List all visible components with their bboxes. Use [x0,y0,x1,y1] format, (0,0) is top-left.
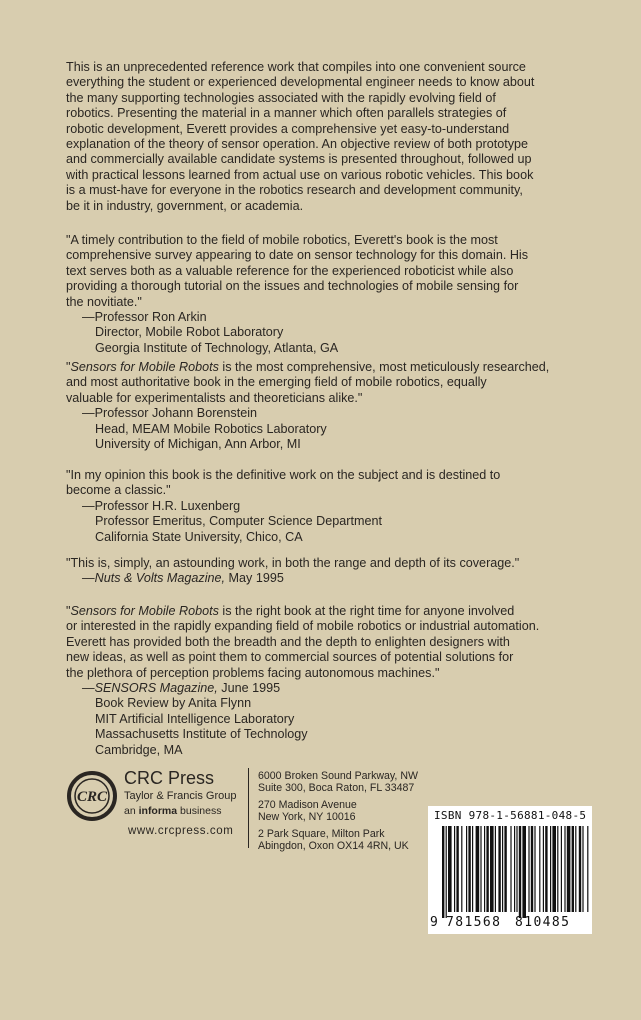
quote-line: new ideas, as well as point them to commercial sources of potential solutions for [66,650,514,665]
address-line: 270 Madison Avenue [258,798,357,811]
barcode-bar [476,826,480,912]
barcode-bar [552,826,556,912]
barcode-bar [531,826,533,912]
quote-date: June 1995 [217,681,281,696]
barcode-bar [442,826,444,918]
barcode-bar [572,826,574,912]
quote-line: become a classic." [66,483,171,498]
quote-author-org: California State University, Chico, CA [95,529,303,544]
barcode-bar [456,826,458,912]
barcode-bar [468,826,470,912]
barcode-bar [543,826,544,912]
quote-line: valuable for experimentalists and theoreticians alike." [66,390,363,405]
quote-line: the plethora of perception problems facing autonomous machines." [66,665,440,680]
publisher-name: CRC Press [124,768,215,788]
publisher-divider [248,768,249,848]
address-line: 2 Park Square, Milton Park [258,827,385,840]
quote-author-title: Professor Emeritus, Computer Science Department [95,514,382,529]
quote-line: text serves both as a valuable reference for the experienced roboticist while also [66,263,514,278]
barcode-bar [561,826,562,912]
quote-line: "This is, simply, an astounding work, in both the range and depth of its coverage." [66,556,520,570]
barcode-bar [486,826,488,912]
description-line: with practical lessons learned from actual use on various robotic vehicles. This book [66,167,534,182]
testimonial-borenstein [66,360,586,452]
barcode-bar [587,826,588,912]
quote-author-title: Director, Mobile Robot Laboratory [95,325,284,340]
description-line: This is an unprecedented reference work that compiles into one convenient source [66,60,526,74]
publisher-addresses [258,770,418,852]
magazine-name: —SENSORS Magazine, [82,681,218,696]
description-line: robotic development, Everett provides a comprehensive yet easy-to-understand [66,121,510,136]
review-author: Book Review by Anita Flynn [95,696,252,711]
barcode-bar [528,826,529,912]
description-line: robotics. Presenting the material in a manner which often parallels strategies of [66,106,507,121]
barcode-bar [567,826,571,912]
testimonial-luxenberg [66,468,586,545]
quote-line: "Sensors for Mobile Robots is the most comprehensive, most meticulously researched, [66,360,550,374]
book-title: Sensors for Mobile Robots [70,360,219,374]
quote-line: "In my opinion this book is the definitive work on the subject and is destined to [66,468,501,482]
barcode-digits-right: 810485 [515,915,571,930]
barcode-bar [557,826,558,912]
quote-line: providing a thorough tutorial on the issues and technologies of mobile sensing for [66,279,519,294]
barcode-bar [582,826,583,912]
barcode-digits-left: 781568 [446,915,502,930]
barcode-bar [575,826,576,912]
address-line: Suite 300, Boca Raton, FL 33487 [258,782,415,795]
barcode-bar [472,826,473,912]
isbn-barcode-box [428,806,592,934]
barcode-bar [514,826,515,912]
review-org: MIT Artificial Intelligence Laboratory [95,711,295,726]
quote-line: "Sensors for Mobile Robots is the right book at the right time for anyone involved [66,604,515,618]
address-line: New York, NY 10016 [258,811,356,824]
informa-word: informa [138,805,178,817]
barcode-bar [504,826,506,912]
barcode-bar [550,826,551,912]
quote-source [66,681,586,696]
quote-line: the novitiate." [66,294,142,309]
barcode-bar [498,826,500,912]
quote-text: is the right book at the right time for anyone involved [218,604,515,618]
quote-author-org: Georgia Institute of Technology, Atlanta, GA [95,340,339,355]
publisher-url: www.crcpress.com [128,825,234,837]
publisher-group: Taylor & Francis Group [124,790,237,802]
quote-line: and most authoritative book in the emerging field of mobile robotics, equally [66,375,487,390]
logo-text: CRC [76,789,108,805]
quote-author-org: University of Michigan, Ann Arbor, MI [95,437,301,452]
barcode-bar [446,826,447,918]
description-line: be it in industry, government, or academia. [66,198,304,213]
testimonial-arkin [66,233,586,356]
quote-line: or interested in the rapidly expanding field of mobile robotics or industrial automation. [66,619,540,634]
crc-logo-icon [66,770,118,822]
review-location: Cambridge, MA [95,742,183,757]
informa-business: an informa business [124,805,222,817]
barcode-bar [448,826,452,912]
barcode-bar [579,826,581,912]
barcode-bar [490,826,494,912]
description-line: and commercially available candidate systems is presented throughout, followed up [66,152,532,167]
quote-line: "A timely contribution to the field of mobile robotics, Everett's book is the most [66,233,498,247]
description-line: is a must-have for everyone in the robotics research and development community, [66,183,523,198]
quote-author: —Professor Johann Borenstein [82,406,258,421]
barcode-bar [454,826,455,912]
isbn-number: ISBN 978-1-56881-048-5 [434,809,587,822]
barcode-bar [495,826,496,912]
quote-author-title: Head, MEAM Mobile Robotics Laboratory [95,421,327,436]
publisher-block [66,768,246,848]
quote-line: comprehensive survey appearing to date on sensor technology for this domain. His [66,248,529,263]
book-title: Sensors for Mobile Robots [70,604,219,618]
barcode-bar [480,826,481,912]
barcode-bar [461,826,462,912]
quote-author: —Professor Ron Arkin [82,310,207,325]
description-line: the many supporting technologies associated with the rapidly evolving field of [66,90,496,105]
magazine-name: —Nuts & Volts Magazine, [82,571,226,586]
barcode-digit-first: 9 [430,915,438,930]
testimonial-sensors-magazine [66,604,586,758]
quote-line: Everett has provided both the breadth and the depth to enlighten designers with [66,634,510,649]
barcode-digits [428,914,592,932]
barcode-icon [428,826,592,918]
barcode-bar [545,826,547,912]
barcode-bar [502,826,503,912]
barcode-bar [466,826,467,912]
barcode-bar [539,826,540,912]
address-line: Abingdon, Oxon OX14 4RN, UK [258,840,409,853]
address-line: 6000 Broken Sound Parkway, NW [258,770,418,782]
description-line: explanation of the theory of sensor operation. An objective review of both prototype [66,137,529,152]
quote-source [66,571,586,586]
barcode-bar [564,826,565,912]
barcode-bar [522,826,526,918]
barcode-bar [519,826,521,918]
quote-author: —Professor H.R. Luxenberg [82,498,241,513]
testimonial-nuts-volts [66,556,586,587]
barcode-bar [516,826,517,912]
description-line: everything the student or experienced developmental engineer needs to know about [66,75,535,90]
barcode-bar [510,826,511,912]
quote-date: May 1995 [225,571,284,586]
barcode-bar [484,826,485,912]
barcode-bar [534,826,535,912]
book-description [66,60,586,214]
review-org: Massachusetts Institute of Technology [95,727,308,742]
quote-text: is the most comprehensive, most meticulously researched, [218,360,550,374]
